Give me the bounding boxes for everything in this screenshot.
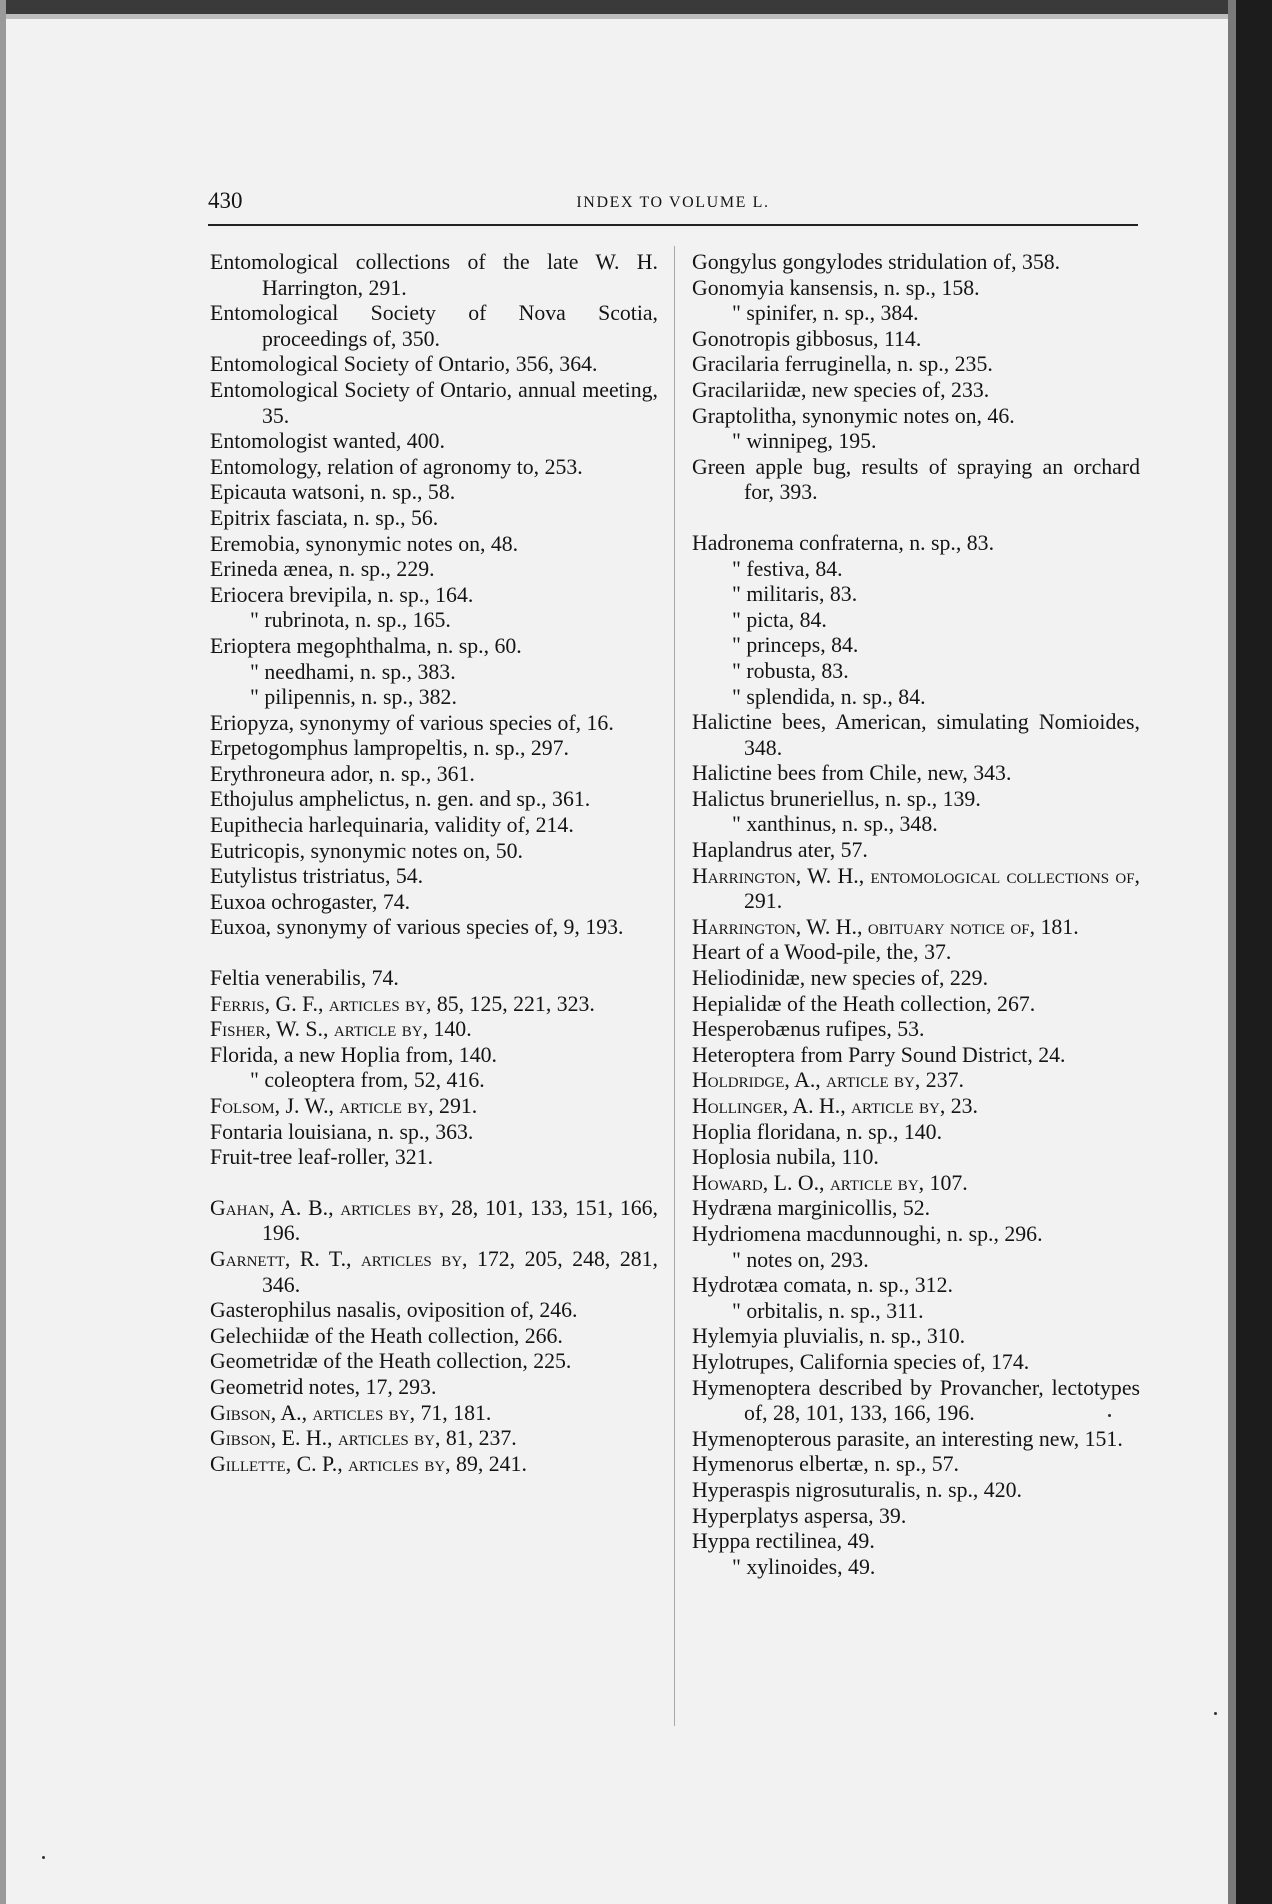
index-entry: Hoplia floridana, n. sp., 140.: [692, 1119, 943, 1144]
index-entry: " orbitalis, n. sp., 311.: [732, 1298, 924, 1323]
index-entry: " xanthinus, n. sp., 348.: [732, 812, 938, 837]
index-entry: Fisher, W. S., article by, 140.: [210, 1017, 472, 1042]
index-entry: Feltia venerabilis, 74.: [210, 966, 399, 991]
index-entry: Gasterophilus nasalis, oviposition of, 246.: [210, 1298, 578, 1323]
scan-top-edge: [0, 0, 1272, 14]
index-entry: Entomological Society of Ontario, 356, 364.: [210, 352, 598, 377]
index-entry: Gibson, A., articles by, 71, 181.: [210, 1400, 492, 1425]
index-entry: Gelechiidæ of the Heath collection, 266.: [210, 1323, 563, 1348]
page-number: 430: [208, 188, 243, 213]
index-entry: Heart of a Wood-pile, the, 37.: [692, 940, 952, 965]
index-entry: Eriopyza, synonymy of various species of, 16.: [210, 710, 614, 735]
scan-right-edge: [1236, 0, 1272, 1904]
index-entry: Hesperobænus rufipes, 53.: [692, 1017, 925, 1042]
index-entry: Entomology, relation of agronomy to, 253.: [210, 454, 583, 479]
index-entry: Holdridge, A., article by, 237.: [692, 1068, 964, 1093]
index-entry: Geometrid notes, 17, 293.: [210, 1374, 437, 1399]
index-entry: Hydræna marginicollis, 52.: [692, 1196, 931, 1221]
index-entry: Eupithecia harlequinaria, validity of, 214.: [210, 813, 574, 838]
index-entry: " picta, 84.: [732, 607, 827, 632]
index-entry: Hymenopterous parasite, an interesting new, 151.: [692, 1426, 1123, 1451]
index-entry: Gahan, A. B., articles by, 28, 101, 133, 151, 166, 196.: [210, 1195, 658, 1246]
index-entry: Eriocera brevipila, n. sp., 164.: [210, 582, 474, 607]
index-entry: Gibson, E. H., articles by, 81, 237.: [210, 1426, 517, 1451]
index-entry: Epicauta watsoni, n. sp., 58.: [210, 480, 456, 505]
index-entry: " spinifer, n. sp., 384.: [732, 301, 919, 326]
index-entry: Erioptera megophthalma, n. sp., 60.: [210, 633, 522, 658]
index-entry: Hollinger, A. H., article by, 23.: [692, 1094, 979, 1118]
index-entry: " pilipennis, n. sp., 382.: [250, 685, 457, 710]
index-column-right: [692, 250, 1140, 1580]
index-entry: Euxoa, synonymy of various species of, 9, 193.: [210, 915, 624, 940]
index-entry: " rubrinota, n. sp., 165.: [250, 608, 451, 633]
scan-speck: [1108, 1414, 1111, 1417]
index-entry: Gonomyia kansensis, n. sp., 158.: [692, 275, 980, 300]
index-entry: Haplandrus ater, 57.: [692, 838, 868, 863]
column-divider: [674, 246, 675, 1726]
scan-speck: [1214, 1712, 1217, 1715]
index-entry: Hoplosia nubila, 110.: [692, 1145, 879, 1170]
index-entry: " princeps, 84.: [732, 633, 859, 658]
running-head: INDEX TO VOLUME L.: [576, 194, 770, 211]
index-entry: Eremobia, synonymic notes on, 48.: [210, 531, 519, 556]
index-entry: Hadronema confraterna, n. sp., 83.: [692, 530, 995, 555]
index-entry: Garnett, R. T., articles by, 172, 205, 248, 281, 346.: [210, 1246, 658, 1297]
index-entry: Hylotrupes, California species of, 174.: [692, 1349, 1030, 1374]
index-entry: Folsom, J. W., article by, 291.: [210, 1094, 478, 1118]
index-entry: Euxoa ochrogaster, 74.: [210, 889, 411, 914]
index-entry: Harrington, W. H., obituary notice of, 181.: [692, 914, 1079, 939]
index-entry: Fruit-tree leaf-roller, 321.: [210, 1145, 434, 1170]
index-entry: " splendida, n. sp., 84.: [732, 684, 926, 709]
index-entry: Gracilariidæ, new species of, 233.: [692, 377, 990, 402]
index-entry: " militaris, 83.: [732, 582, 858, 607]
index-entry: Erythroneura ador, n. sp., 361.: [210, 761, 475, 786]
index-entry: Halictine bees from Chile, new, 343.: [692, 761, 1012, 786]
index-entry: Heliodinidæ, new species of, 229.: [692, 966, 989, 991]
index-entry: Hymenoptera described by Provancher, lectotypes of, 28, 101, 133, 166, 196.: [692, 1375, 1140, 1426]
page-header: [208, 188, 1138, 224]
index-entry: Ethojulus amphelictus, n. gen. and sp., 361.: [210, 787, 591, 812]
index-entry: " notes on, 293.: [732, 1247, 869, 1272]
index-entry: Halictus bruneriellus, n. sp., 139.: [692, 786, 981, 811]
scan-right-edge-shadow: [1228, 0, 1236, 1904]
index-entry: Hepialidæ of the Heath collection, 267.: [692, 991, 1036, 1016]
index-entry: Gongylus gongylodes stridulation of, 358.: [692, 250, 1061, 274]
index-entry: " winnipeg, 195.: [732, 429, 877, 454]
index-entry: Fontaria louisiana, n. sp., 363.: [210, 1119, 474, 1144]
index-entry: Gracilaria ferruginella, n. sp., 235.: [692, 352, 993, 377]
index-entry: Gonotropis gibbosus, 114.: [692, 326, 922, 351]
index-entry: Erineda ænea, n. sp., 229.: [210, 557, 435, 582]
index-entry: Eutricopis, synonymic notes on, 50.: [210, 838, 524, 863]
index-entry: Entomological collections of the late W. H. Harrington, 291.: [210, 250, 658, 300]
index-entry: Hyppa rectilinea, 49.: [692, 1529, 875, 1554]
index-entry: Graptolitha, synonymic notes on, 46.: [692, 403, 1015, 428]
header-rule: [208, 224, 1138, 226]
index-entry: Ferris, G. F., articles by, 85, 125, 221, 323.: [210, 991, 595, 1016]
index-entry: Hymenorus elbertæ, n. sp., 57.: [692, 1452, 959, 1477]
index-entry: Harrington, W. H., entomological collections of, 291.: [692, 863, 1140, 914]
index-entry: Halictine bees, American, simulating Nomioides, 348.: [692, 710, 1140, 760]
index-entry: Epitrix fasciata, n. sp., 56.: [210, 505, 439, 530]
index-entry: Hyperplatys aspersa, 39.: [692, 1503, 907, 1528]
index-entry: Entomological Society of Ontario, annual meeting, 35.: [210, 377, 658, 428]
scan-speck: [42, 1856, 45, 1859]
index-entry: " festiva, 84.: [732, 556, 843, 581]
index-column-left: [210, 250, 658, 1477]
index-entry: Hyperaspis nigrosuturalis, n. sp., 420.: [692, 1477, 1022, 1502]
index-entry: Howard, L. O., article by, 107.: [692, 1170, 968, 1195]
index-entry: Green apple bug, results of spraying an orchard for, 393.: [692, 454, 1140, 505]
index-entry: Geometridæ of the Heath collection, 225.: [210, 1349, 572, 1374]
index-entry: Gillette, C. P., articles by, 89, 241.: [210, 1451, 527, 1476]
index-entry: Erpetogomphus lampropeltis, n. sp., 297.: [210, 736, 570, 761]
index-entry: Entomologist wanted, 400.: [210, 429, 445, 454]
index-entry: " coleoptera from, 52, 416.: [250, 1068, 485, 1093]
index-entry: Hydriomena macdunnoughi, n. sp., 296.: [692, 1221, 1043, 1246]
index-entry: Hylemyia pluvialis, n. sp., 310.: [692, 1324, 966, 1349]
index-entry: Entomological Society of Nova Scotia, proceedings of, 350.: [210, 301, 658, 351]
index-entry: Florida, a new Hoplia from, 140.: [210, 1042, 497, 1067]
index-entry: Heteroptera from Parry Sound District, 24.: [692, 1042, 1066, 1067]
scan-top-edge-shadow: [0, 14, 1272, 19]
index-entry: Hydrotæa comata, n. sp., 312.: [692, 1273, 953, 1298]
index-entry: " robusta, 83.: [732, 658, 849, 683]
index-entry: " needhami, n. sp., 383.: [250, 659, 456, 684]
index-entry: " xylinoides, 49.: [732, 1554, 876, 1579]
index-entry: Eutylistus tristriatus, 54.: [210, 864, 424, 889]
scan-left-edge: [0, 0, 6, 1904]
